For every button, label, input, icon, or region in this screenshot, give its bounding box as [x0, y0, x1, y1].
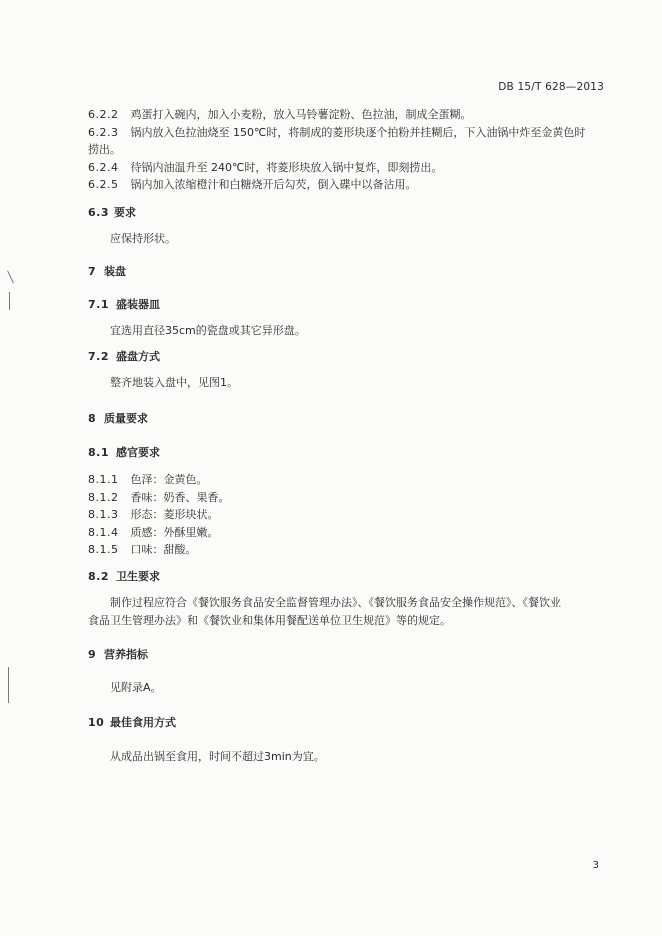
- sensory-text: 色泽：金黄色。: [130, 473, 208, 486]
- scan-mark: [7, 270, 14, 283]
- sensory-text: 香味：奶香、果香。: [130, 491, 230, 504]
- body-8-2-line2: 食品卫生管理办法》和《餐饮业和集体用餐配送单位卫生规范》等的规定。: [88, 614, 451, 627]
- sensory-item: [88, 508, 219, 522]
- scan-mark: [9, 292, 10, 310]
- heading-title: 质量要求: [104, 412, 148, 425]
- scan-mark: [8, 667, 9, 703]
- heading-number: 8.1: [88, 446, 109, 459]
- heading-number: 7.1: [88, 298, 109, 311]
- sensory-number: 8.1.2: [88, 491, 119, 504]
- heading-title: 装盘: [104, 265, 126, 278]
- heading-title: 要求: [114, 206, 136, 219]
- heading-10: [88, 716, 176, 730]
- heading-9: [88, 648, 148, 662]
- heading-7: [88, 265, 126, 279]
- sensory-number: 8.1.3: [88, 508, 119, 521]
- heading-8-1: [88, 446, 160, 460]
- sensory-item: [88, 491, 230, 505]
- body-6-3: 应保持形状。: [110, 232, 176, 245]
- step-text: 鸡蛋打入碗内，加入小麦粉，放入马铃薯淀粉、色拉油，制成全蛋糊。: [130, 108, 472, 121]
- heading-7-2: [88, 350, 160, 364]
- heading-title: 盛盘方式: [116, 350, 160, 363]
- step-6-2-4: [88, 161, 442, 175]
- heading-number: 8.2: [88, 570, 109, 583]
- heading-number: 8: [88, 412, 97, 425]
- heading-title: 感官要求: [116, 446, 160, 459]
- body-10: 从成品出锅至食用，时间不超过3min为宜。: [110, 750, 325, 763]
- step-number: 6.2.5: [88, 178, 119, 191]
- heading-title: 营养指标: [104, 648, 148, 661]
- heading-number: 6.3: [88, 206, 109, 219]
- heading-number: 7: [88, 265, 97, 278]
- step-number: 6.2.3: [88, 126, 119, 139]
- heading-title: 最佳食用方式: [110, 716, 176, 729]
- sensory-number: 8.1.1: [88, 473, 119, 486]
- heading-6-3: [88, 206, 136, 220]
- step-text: 锅内加入浓缩橙汁和白糖烧开后勾芡，倒入碟中以备沾用。: [130, 178, 417, 191]
- heading-title: 盛装器皿: [116, 298, 160, 311]
- heading-7-1: [88, 298, 160, 312]
- step-6-2-3: [88, 126, 585, 140]
- body-9: 见附录A。: [110, 681, 162, 694]
- sensory-number: 8.1.4: [88, 526, 119, 539]
- sensory-text: 质感：外酥里嫩。: [130, 526, 219, 539]
- body-8-2-line1: 制作过程应符合《餐饮服务食品安全监督管理办法》、《餐饮服务食品安全操作规范》、《餐饮业: [110, 596, 561, 609]
- sensory-item: [88, 543, 197, 557]
- sensory-text: 形态：菱形块状。: [130, 508, 219, 521]
- heading-number: 7.2: [88, 350, 109, 363]
- document-code: DB 15/T 628—2013: [498, 81, 604, 93]
- step-text: 锅内放入色拉油烧至 150℃时，将制成的菱形块逐个拍粉并挂糊后，下入油锅中炸至金黄色时: [130, 126, 586, 139]
- sensory-item: [88, 473, 208, 487]
- step-number: 6.2.4: [88, 161, 119, 174]
- heading-title: 卫生要求: [116, 570, 160, 583]
- heading-number: 10: [88, 716, 105, 729]
- page-number: 3: [592, 860, 599, 871]
- body-7-2: 整齐地装入盘中，见图1。: [110, 376, 238, 389]
- step-number: 6.2.2: [88, 108, 119, 121]
- body-7-1: 宜选用直径35cm的瓷盘或其它异形盘。: [110, 324, 306, 337]
- heading-8: [88, 412, 148, 426]
- step-6-2-3-continuation: 捞出。: [88, 143, 121, 156]
- heading-8-2: [88, 570, 160, 584]
- sensory-number: 8.1.5: [88, 543, 119, 556]
- step-6-2-5: [88, 178, 417, 192]
- step-text: 待锅内油温升至 240℃时，将菱形块放入锅中复炸，即刻捞出。: [130, 161, 443, 174]
- step-6-2-2: [88, 108, 472, 122]
- heading-number: 9: [88, 648, 97, 661]
- sensory-text: 口味：甜酸。: [130, 543, 197, 556]
- sensory-item: [88, 526, 219, 540]
